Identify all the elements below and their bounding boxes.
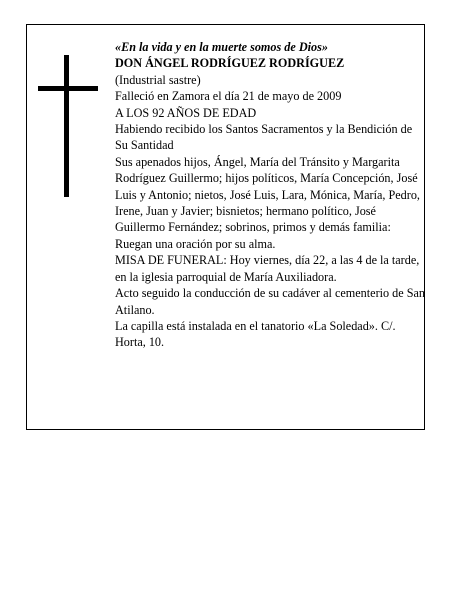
latin-cross-icon — [38, 55, 98, 197]
occupation: (Industrial sastre) — [115, 72, 201, 87]
death-line: Falleció en Zamora el día 21 de mayo de 2009 — [115, 89, 342, 104]
prayer-request: Ruegan una oración por su alma. — [115, 236, 276, 251]
funeral-mass: MISA DE FUNERAL: Hoy viernes, día 22, a las 4 de la tarde, en la iglesia parroquial de María Auxiliadora. — [115, 253, 420, 284]
motto: «En la vida y en la muerte somos de Dios» — [115, 40, 328, 54]
cross-horizontal-bar — [38, 86, 98, 91]
deceased-name: DON ÁNGEL RODRÍGUEZ RODRÍGUEZ — [115, 56, 345, 71]
cross-vertical-bar — [64, 55, 69, 197]
burial-line: Acto seguido la conducción de su cadáver al cementerio de San Atilano. — [115, 286, 425, 317]
age-line: A LOS 92 AÑOS DE EDAD — [115, 105, 257, 120]
sacraments-line: Habiendo recibido los Santos Sacramentos y la Bendición de Su Santidad — [115, 122, 413, 153]
family-list: Sus apenados hijos, Ángel, María del Tránsito y Margarita Rodríguez Guillermo; hijos políticos, María Concepción, José Luis y Antonio; nietos, José Luis, Lara, Mónica, María, Pedro, Irene, Juan y Javier; bisnietos; hermano político, José Guillermo Fernández; sobrinos, primos y demás familia: — [115, 154, 420, 235]
chapel-line: La capilla está instalada en el tanatorio «La Soledad». C/. Horta, 10. — [115, 318, 396, 350]
obituary-text — [115, 39, 425, 351]
obituary-notice — [26, 24, 425, 430]
